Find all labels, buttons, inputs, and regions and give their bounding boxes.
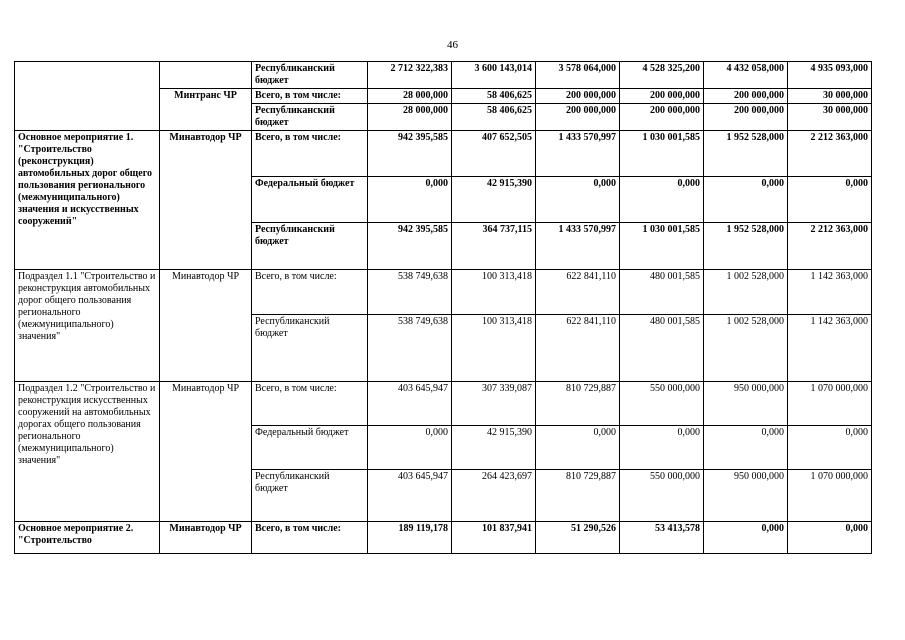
amount-cell: 100 313,418 [452, 270, 536, 315]
amount-cell: 0,000 [704, 522, 788, 554]
amount-cell: 0,000 [620, 177, 704, 223]
amount-cell: 950 000,000 [704, 470, 788, 522]
funding-source: Республиканский бюджет [252, 470, 368, 522]
amount-cell: 30 000,000 [788, 89, 872, 104]
activity-name: Основное мероприятие 2. "Строительство [15, 522, 160, 554]
amount-cell: 1 952 528,000 [704, 223, 788, 270]
budget-table [14, 61, 872, 554]
amount-cell: 810 729,887 [536, 382, 620, 426]
responsible-org: Минавтодор ЧР [160, 382, 252, 522]
amount-cell: 0,000 [368, 426, 452, 470]
amount-cell: 480 001,585 [620, 315, 704, 382]
amount-cell: 622 841,110 [536, 315, 620, 382]
table-row [15, 62, 872, 89]
amount-cell: 200 000,000 [620, 104, 704, 131]
amount-cell: 42 915,390 [452, 177, 536, 223]
funding-source: Всего, в том числе: [252, 89, 368, 104]
amount-cell: 0,000 [368, 177, 452, 223]
funding-source: Республиканский бюджет [252, 223, 368, 270]
amount-cell: 1 070 000,000 [788, 470, 872, 522]
amount-cell: 200 000,000 [536, 104, 620, 131]
funding-source: Всего, в том числе: [252, 522, 368, 554]
amount-cell: 4 935 093,000 [788, 62, 872, 89]
amount-cell: 28 000,000 [368, 89, 452, 104]
amount-cell: 0,000 [704, 426, 788, 470]
amount-cell: 2 212 363,000 [788, 223, 872, 270]
amount-cell: 1 030 001,585 [620, 223, 704, 270]
amount-cell: 0,000 [620, 426, 704, 470]
funding-source: Всего, в том числе: [252, 131, 368, 177]
funding-source: Республиканский бюджет [252, 62, 368, 89]
amount-cell: 364 737,115 [452, 223, 536, 270]
amount-cell: 3 600 143,014 [452, 62, 536, 89]
amount-cell: 4 528 325,200 [620, 62, 704, 89]
amount-cell: 950 000,000 [704, 382, 788, 426]
amount-cell: 550 000,000 [620, 470, 704, 522]
amount-cell: 810 729,887 [536, 470, 620, 522]
amount-cell: 1 142 363,000 [788, 270, 872, 315]
amount-cell: 538 749,638 [368, 270, 452, 315]
responsible-org: Минтранс ЧР [160, 89, 252, 131]
funding-source: Республиканский бюджет [252, 104, 368, 131]
amount-cell: 942 395,585 [368, 223, 452, 270]
funding-source: Республиканский бюджет [252, 315, 368, 382]
page-number: 46 [447, 39, 458, 51]
funding-source: Федеральный бюджет [252, 426, 368, 470]
amount-cell: 403 645,947 [368, 382, 452, 426]
amount-cell: 0,000 [788, 522, 872, 554]
amount-cell: 189 119,178 [368, 522, 452, 554]
funding-source: Всего, в том числе: [252, 270, 368, 315]
table-row [15, 131, 872, 177]
table-row [15, 382, 872, 426]
amount-cell: 3 578 064,000 [536, 62, 620, 89]
amount-cell: 1 070 000,000 [788, 382, 872, 426]
amount-cell: 200 000,000 [536, 89, 620, 104]
amount-cell: 307 339,087 [452, 382, 536, 426]
amount-cell: 58 406,625 [452, 89, 536, 104]
responsible-org: Минавтодор ЧР [160, 270, 252, 382]
amount-cell: 550 000,000 [620, 382, 704, 426]
amount-cell: 1 433 570,997 [536, 131, 620, 177]
amount-cell: 538 749,638 [368, 315, 452, 382]
subsection-name: Подраздел 1.1 "Строительство и реконструкция автомобильных дорог общего пользования регионального (межмуниципального) значения" [15, 270, 160, 382]
subsection-name: Подраздел 1.2 "Строительство и реконструкция искусственных сооружений на автомобильных дорогах общего пользования регионального (межмуниципального) значения" [15, 382, 160, 522]
amount-cell: 51 290,526 [536, 522, 620, 554]
responsible-org-cell [160, 62, 252, 89]
program-name-cell [15, 62, 160, 131]
amount-cell: 100 313,418 [452, 315, 536, 382]
amount-cell: 1 433 570,997 [536, 223, 620, 270]
amount-cell: 480 001,585 [620, 270, 704, 315]
amount-cell: 0,000 [536, 177, 620, 223]
amount-cell: 264 423,697 [452, 470, 536, 522]
amount-cell: 622 841,110 [536, 270, 620, 315]
amount-cell: 200 000,000 [620, 89, 704, 104]
amount-cell: 1 002 528,000 [704, 315, 788, 382]
amount-cell: 200 000,000 [704, 104, 788, 131]
amount-cell: 42 915,390 [452, 426, 536, 470]
activity-name: Основное мероприятие 1. "Строительство (реконструкция) автомобильных дорог общего пользования регионального (межмуниципального) значения и искусственных сооружений" [15, 131, 160, 270]
table-row [15, 522, 872, 554]
amount-cell: 30 000,000 [788, 104, 872, 131]
amount-cell: 0,000 [788, 177, 872, 223]
amount-cell: 1 030 001,585 [620, 131, 704, 177]
amount-cell: 101 837,941 [452, 522, 536, 554]
funding-source: Федеральный бюджет [252, 177, 368, 223]
amount-cell: 58 406,625 [452, 104, 536, 131]
amount-cell: 1 142 363,000 [788, 315, 872, 382]
table-row [15, 270, 872, 315]
responsible-org: Минавтодор ЧР [160, 131, 252, 270]
amount-cell: 2 712 322,383 [368, 62, 452, 89]
amount-cell: 200 000,000 [704, 89, 788, 104]
amount-cell: 2 212 363,000 [788, 131, 872, 177]
amount-cell: 0,000 [536, 426, 620, 470]
amount-cell: 1 002 528,000 [704, 270, 788, 315]
amount-cell: 28 000,000 [368, 104, 452, 131]
amount-cell: 0,000 [788, 426, 872, 470]
amount-cell: 942 395,585 [368, 131, 452, 177]
amount-cell: 53 413,578 [620, 522, 704, 554]
responsible-org: Минавтодор ЧР [160, 522, 252, 554]
funding-source: Всего, в том числе: [252, 382, 368, 426]
amount-cell: 0,000 [704, 177, 788, 223]
amount-cell: 403 645,947 [368, 470, 452, 522]
amount-cell: 1 952 528,000 [704, 131, 788, 177]
amount-cell: 4 432 058,000 [704, 62, 788, 89]
amount-cell: 407 652,505 [452, 131, 536, 177]
